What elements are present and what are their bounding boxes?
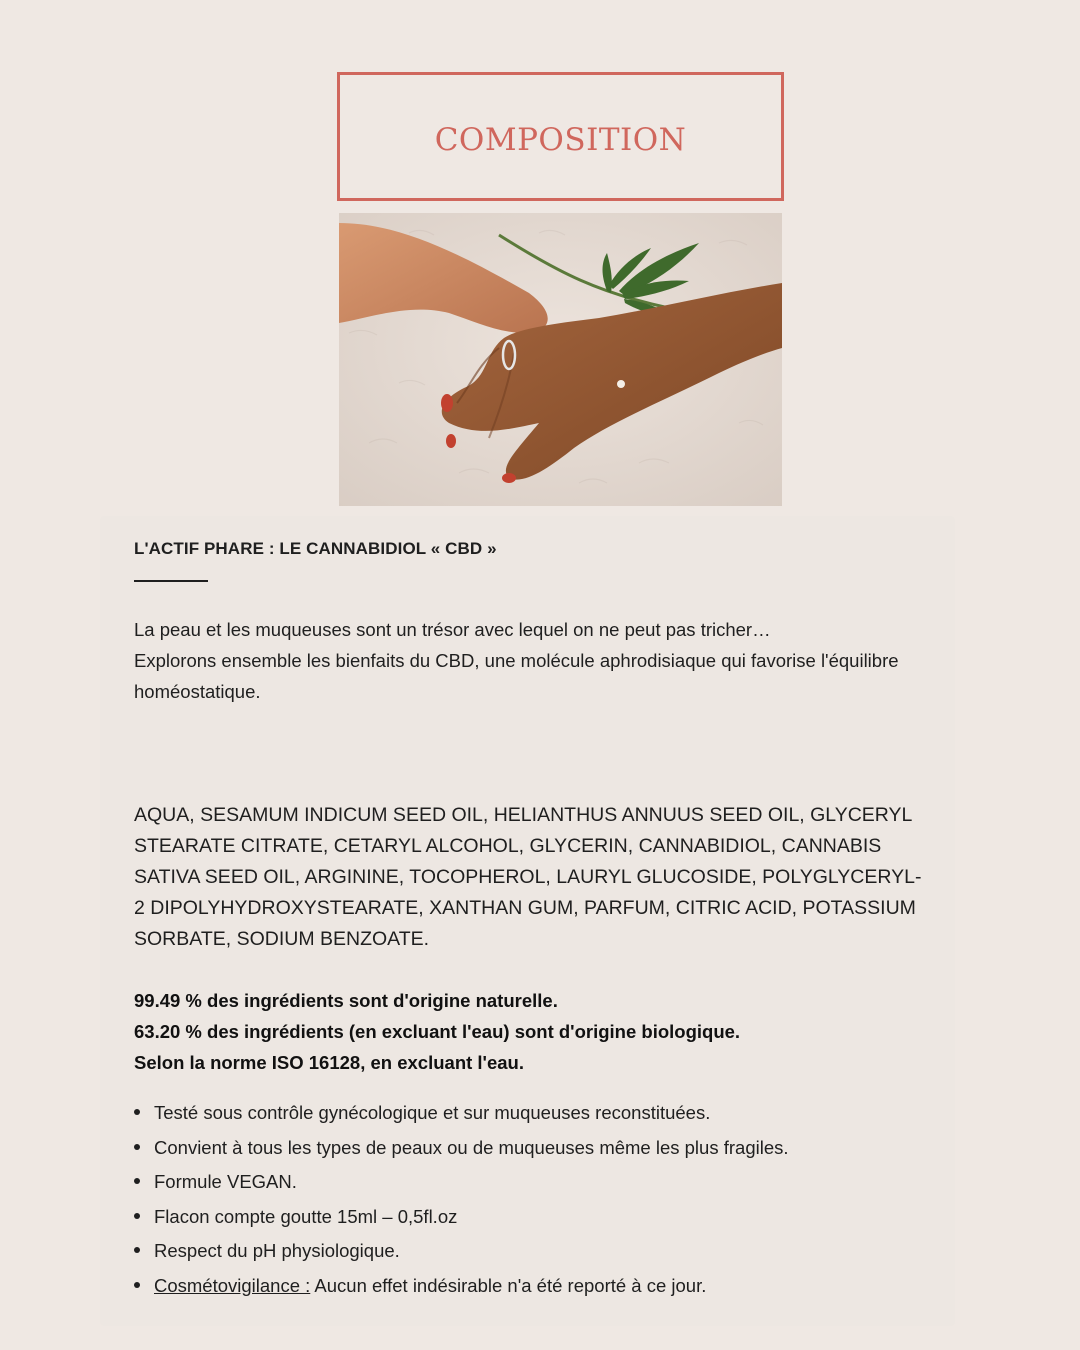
list-item-text: Formule VEGAN. <box>154 1171 297 1193</box>
intro-line: Explorons ensemble les bienfaits du CBD, une molécule aphrodisiaque qui favorise l'équilibre homéostatique. <box>134 650 899 702</box>
product-features-list <box>134 1098 934 1306</box>
list-item-text: Flacon compte goutte 15ml – 0,5fl.oz <box>154 1205 458 1227</box>
list-item <box>134 1098 934 1133</box>
list-item <box>134 1236 934 1271</box>
ingredients-list: AQUA, SESAMUM INDICUM SEED OIL, HELIANTHUS ANNUUS SEED OIL, GLYCERYL STEARATE CITRATE, CETARYL ALCOHOL, GLYCERIN, CANNABIDIOL, CANNABIS SATIVA SEED OIL, ARGININE, TOCOPHEROL, LAURYL GLUCOSIDE, POLYGLYCERYL-2 DIPOLYHYDROXYSTEARATE, XANTHAN GUM, PARFUM, CITRIC ACID, POTASSIUM SORBATE, SODIUM BENZOATE. <box>134 804 922 950</box>
intro-line: La peau et les muqueuses sont un trésor avec lequel on ne peut pas tricher… <box>134 619 771 640</box>
bullet-dot-icon <box>134 1213 140 1219</box>
hands-cannabis-leaf-photo <box>339 213 782 506</box>
composition-title-box <box>337 72 784 201</box>
list-item <box>134 1271 934 1306</box>
claim-organic: 63.20 % des ingrédients (en excluant l'eau) sont d'origine biologique. <box>134 1021 741 1042</box>
heading-divider <box>134 580 208 582</box>
bullet-dot-icon <box>134 1247 140 1253</box>
list-item-text: Convient à tous les types de peaux ou de muqueuses même les plus fragiles. <box>154 1136 789 1158</box>
page-title: COMPOSITION <box>434 121 687 158</box>
bullet-dot-icon <box>134 1282 140 1288</box>
intro-text <box>134 614 934 707</box>
list-item-text: Testé sous contrôle gynécologique et sur muqueuses reconstituées. <box>154 1102 711 1123</box>
list-item <box>134 1202 934 1237</box>
section-heading: L'ACTIF PHARE : LE CANNABIDIOL « CBD » <box>134 539 497 558</box>
claim-norm: Selon la norme ISO 16128, en excluant l'eau. <box>134 1052 524 1073</box>
bullet-dot-icon <box>134 1144 140 1150</box>
list-item-text: Aucun effet indésirable n'a été reporté à ce jour. <box>310 1274 707 1296</box>
list-item-text: Respect du pH physiologique. <box>154 1240 400 1262</box>
claim-natural: 99.49 % des ingrédients sont d'origine naturelle. <box>134 990 558 1011</box>
cosmetovigilance-link[interactable]: Cosmétovigilance : <box>154 1274 311 1296</box>
list-item <box>134 1133 934 1168</box>
origin-claims <box>134 985 934 1078</box>
list-item <box>134 1167 934 1202</box>
bullet-dot-icon <box>134 1109 140 1115</box>
bullet-dot-icon <box>134 1178 140 1184</box>
